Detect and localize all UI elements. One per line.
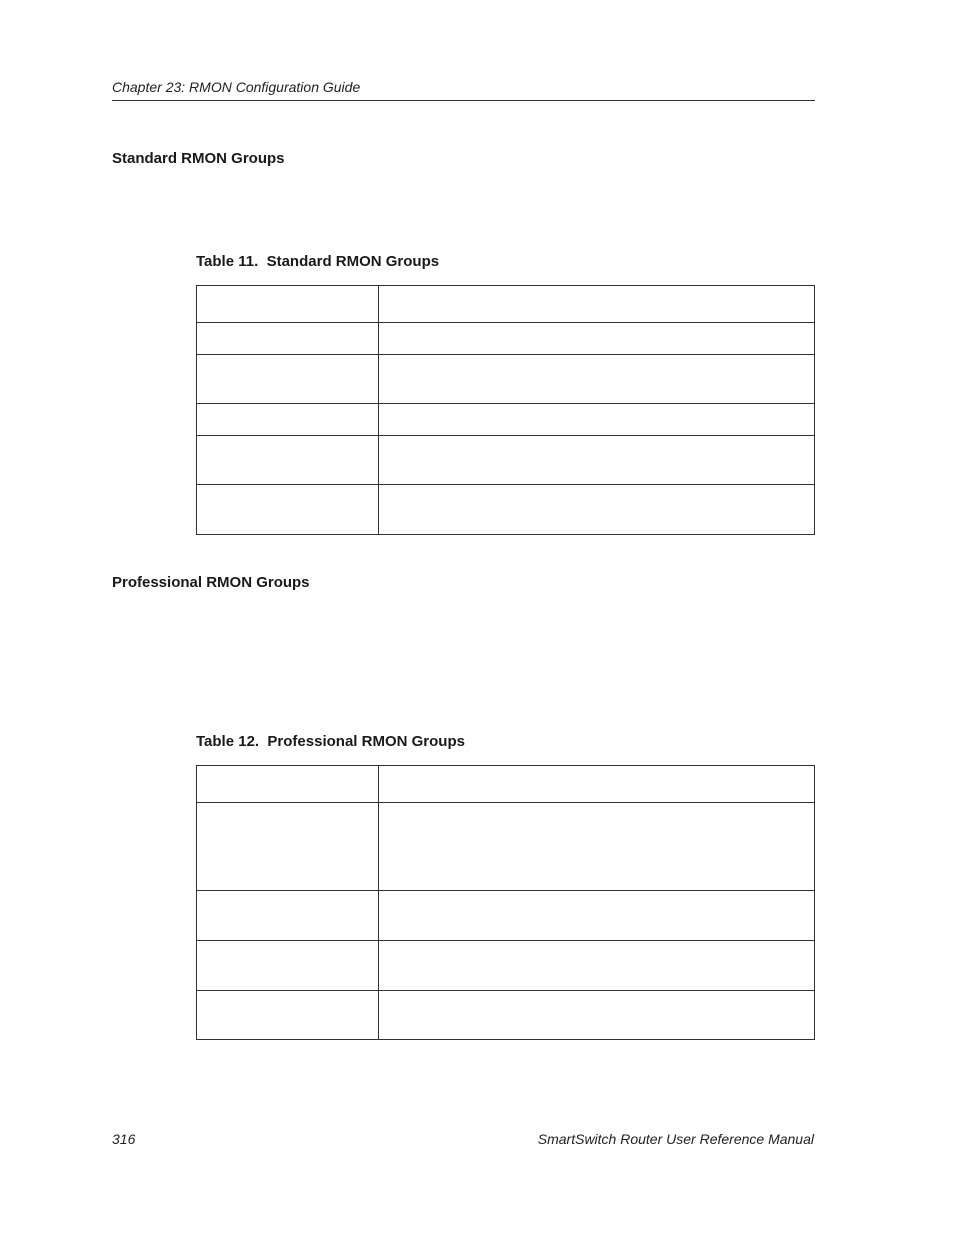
table-cell bbox=[379, 766, 815, 803]
table-cell bbox=[197, 803, 379, 891]
table-header-row bbox=[197, 766, 815, 803]
table-row bbox=[197, 891, 815, 941]
page-number: 316 bbox=[112, 1131, 136, 1147]
table-cell bbox=[197, 436, 379, 485]
table-caption-standard: Table 11. Standard RMON Groups bbox=[196, 253, 440, 270]
table-caption-professional: Table 12. Professional RMON Groups bbox=[196, 733, 465, 750]
table-cell bbox=[379, 891, 815, 941]
table-row bbox=[197, 803, 815, 891]
header-divider bbox=[112, 100, 815, 101]
table-cell bbox=[379, 436, 815, 485]
table-cell bbox=[197, 286, 379, 323]
table-row bbox=[197, 941, 815, 991]
manual-title: SmartSwitch Router User Reference Manual bbox=[537, 1131, 814, 1147]
table-cell bbox=[197, 766, 379, 803]
table-cell bbox=[197, 991, 379, 1040]
table-cell bbox=[379, 404, 815, 436]
table-row bbox=[197, 485, 815, 535]
table-row bbox=[197, 323, 815, 355]
table-cell bbox=[379, 355, 815, 404]
table-cell bbox=[379, 803, 815, 891]
table-cell bbox=[379, 485, 815, 535]
table-cell bbox=[197, 404, 379, 436]
table-row bbox=[197, 991, 815, 1040]
table-cell bbox=[197, 485, 379, 535]
standard-rmon-table bbox=[196, 285, 815, 535]
table-row bbox=[197, 404, 815, 436]
table-cell bbox=[379, 286, 815, 323]
table-cell bbox=[379, 991, 815, 1040]
professional-rmon-table bbox=[196, 765, 815, 1040]
table-row bbox=[197, 355, 815, 404]
table-cell bbox=[379, 941, 815, 991]
running-header: Chapter 23: RMON Configuration Guide bbox=[112, 79, 361, 95]
section-heading-standard: Standard RMON Groups bbox=[112, 150, 285, 167]
table-row bbox=[197, 436, 815, 485]
table-header-row bbox=[197, 286, 815, 323]
table-cell bbox=[197, 355, 379, 404]
table-cell bbox=[379, 323, 815, 355]
table-cell bbox=[197, 891, 379, 941]
table-cell bbox=[197, 323, 379, 355]
section-heading-professional: Professional RMON Groups bbox=[112, 574, 310, 591]
table-cell bbox=[197, 941, 379, 991]
